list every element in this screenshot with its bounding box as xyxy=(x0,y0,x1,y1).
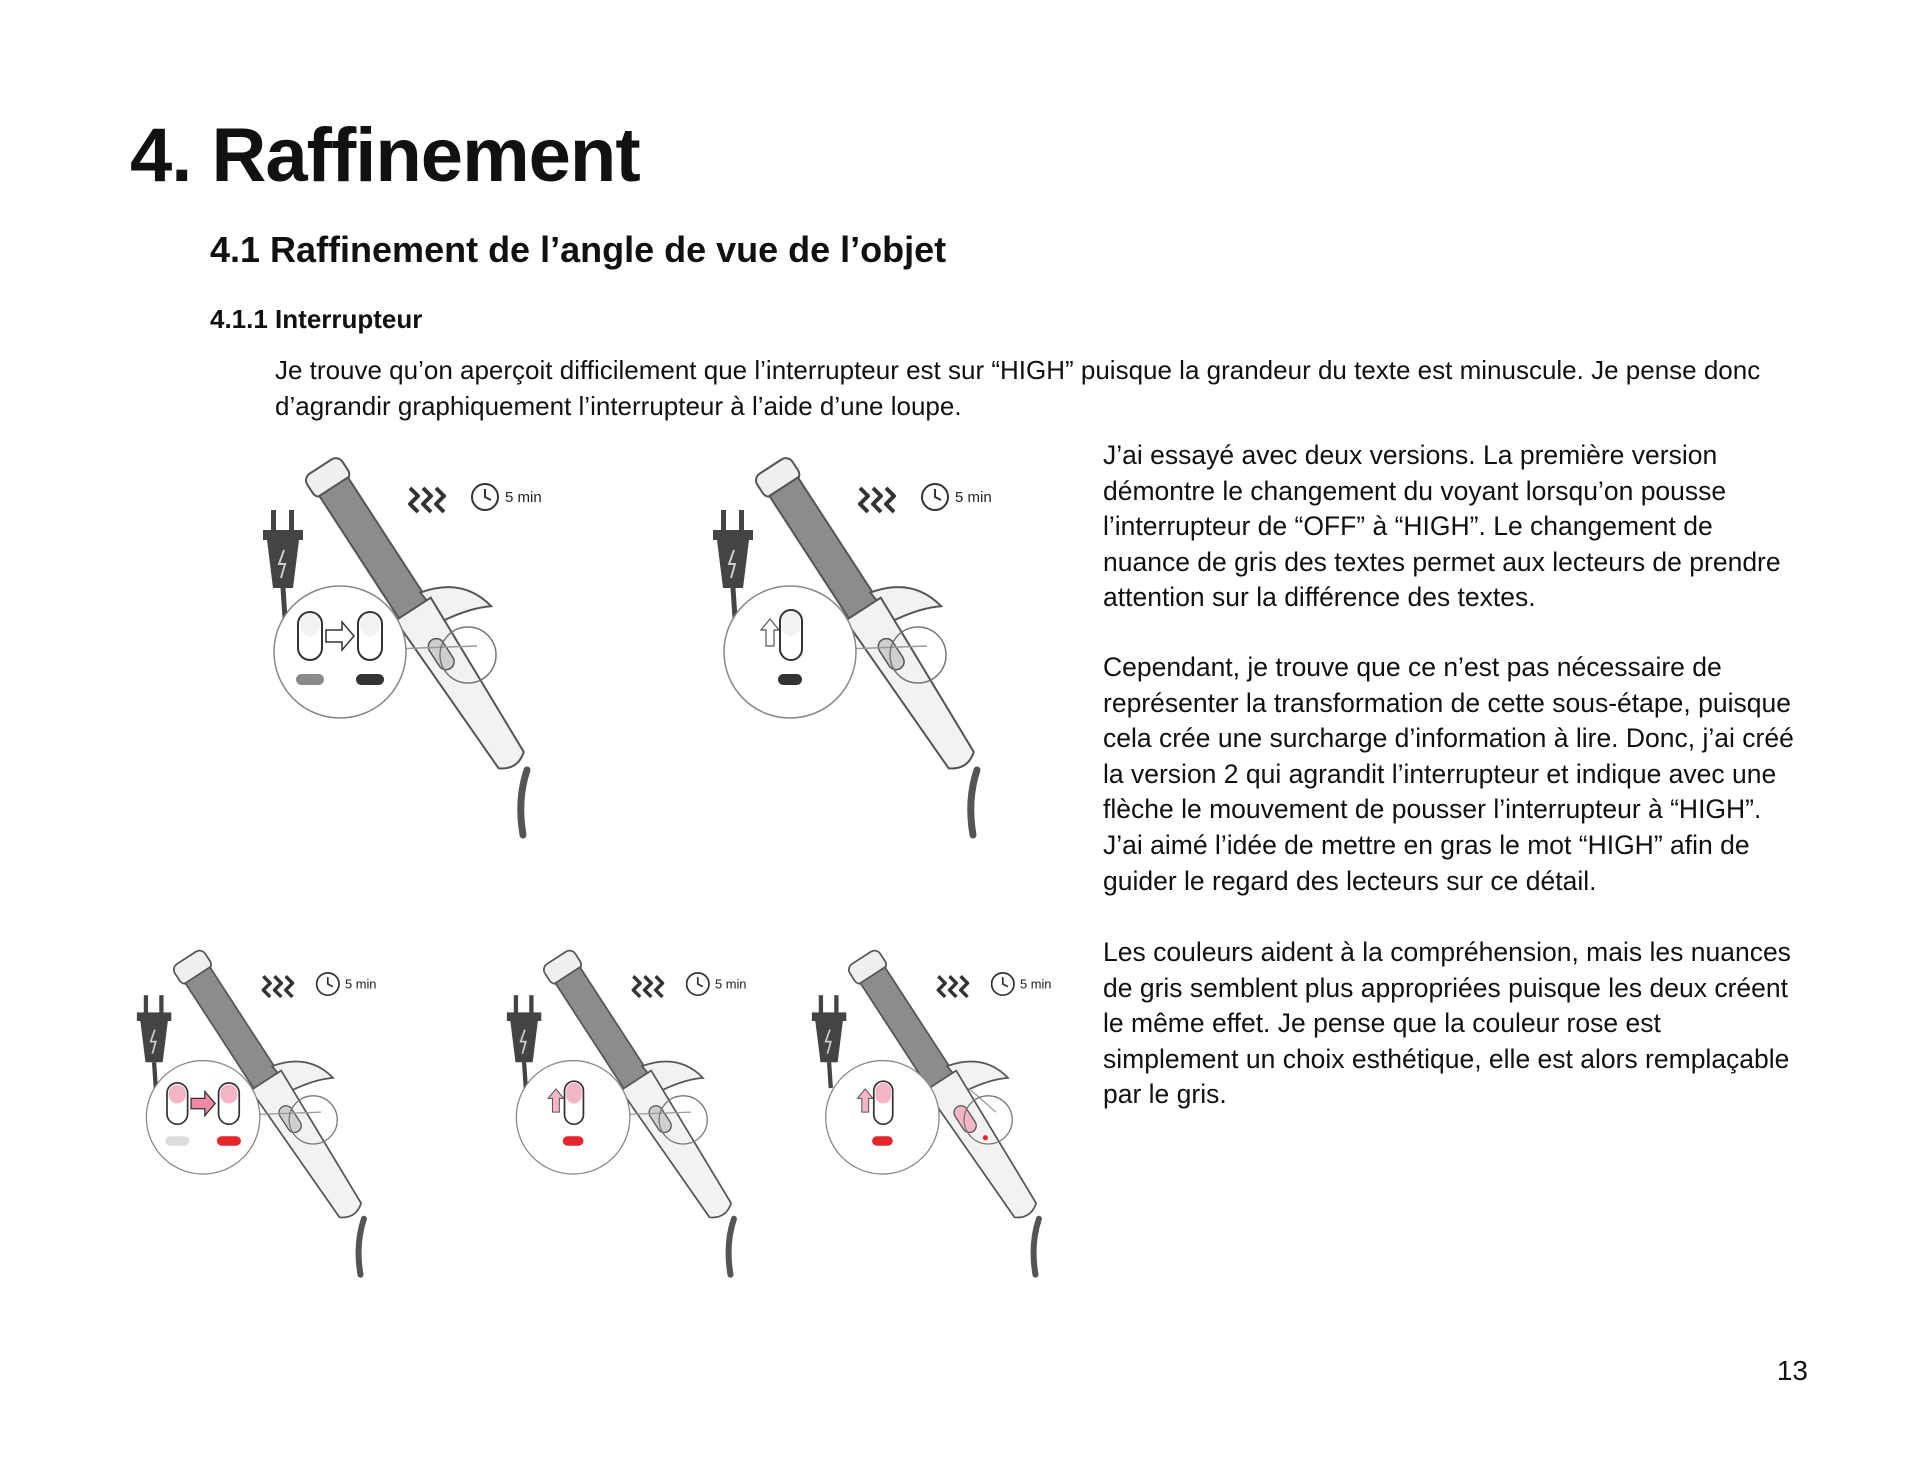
power-cord xyxy=(521,770,527,835)
indicator-on xyxy=(356,674,384,685)
heat-waves-icon xyxy=(410,488,444,512)
timer-label: 5 min xyxy=(714,976,747,992)
switch-magnifier xyxy=(826,1061,940,1175)
intro-paragraph: Je trouve qu’on aperçoit difficilement que l’interrupteur est sur “HIGH” puisque la grandeur du texte est minuscule. Je pense donc d’agrandir graphiquement l’interrupteur à l’aide d’une loupe. xyxy=(275,355,1761,421)
timer-clock-icon xyxy=(472,484,498,510)
curling-iron-figure-v2-gray xyxy=(705,440,1035,860)
switch-magnifier xyxy=(516,1061,630,1175)
heat-waves-icon xyxy=(263,976,292,997)
power-cord xyxy=(971,770,977,835)
curling-iron-figure-v1-pink xyxy=(130,935,414,1296)
timer-clock-icon xyxy=(922,484,948,510)
heat-waves-icon xyxy=(938,976,967,997)
page-number: 13 xyxy=(1776,1355,1808,1386)
curling-iron-figure-v3-pink xyxy=(805,935,1089,1296)
switch-magnifier xyxy=(146,1061,260,1175)
paragraph-version-2: Cependant, je trouve que ce n’est pas nécessaire de représenter la transformation de cette sous-étape, puisque cela crée une surcharge d’information à lire. Donc, j’ai créé la version 2 qui agrandit l’interrupteur et indique avec une flèche le mouvement de pousser l’interrupteur à “HIGH”. J’ai aimé l’idée de mettre en gras le mot “HIGH” afin de guider le regard des lecteurs sur ce détail. xyxy=(1103,652,1794,896)
timer-label: 5 min xyxy=(1019,976,1052,992)
power-plug-icon xyxy=(812,995,846,1088)
subsection-heading: 4.1.1 Interrupteur xyxy=(210,304,423,334)
timer-label: 5 min xyxy=(955,489,992,506)
indicator-off xyxy=(165,1136,189,1145)
timer-clock-icon xyxy=(687,973,709,995)
timer-clock-icon xyxy=(992,973,1014,995)
indicator-on xyxy=(217,1136,241,1145)
page-title: 4. Raffinement xyxy=(130,113,640,198)
indicator-on xyxy=(872,1136,893,1145)
indicator-on xyxy=(778,674,802,685)
timer-clock-icon xyxy=(317,973,339,995)
heat-waves-icon xyxy=(633,976,662,997)
section-heading: 4.1 Raffinement de l’angle de vue de l’objet xyxy=(210,229,947,270)
indicator-off xyxy=(296,674,324,685)
indicator-on xyxy=(563,1136,584,1145)
power-cord xyxy=(359,1219,364,1275)
power-cord xyxy=(1034,1219,1039,1275)
timer-label: 5 min xyxy=(505,489,542,506)
paragraph-versions: J’ai essayé avec deux versions. La première version démontre le changement du voyant lorsqu’on pousse l’interrupteur de “OFF” à “HIGH”. Le changement de nuance de gris des textes permet aux lecteurs de prendre attention sur la différence des textes. xyxy=(1103,440,1781,613)
switch-magnifier xyxy=(724,586,856,718)
paragraph-colors: Les couleurs aident à la compréhension, mais les nuances de gris semblent plus appropriées puisque les deux créent le même effet. Je pense que la couleur rose est simplement un choix esthétique, elle est alors remplaçable par le gris. xyxy=(1103,937,1791,1110)
power-cord xyxy=(729,1219,734,1275)
timer-label: 5 min xyxy=(344,976,377,992)
heat-waves-icon xyxy=(860,488,894,512)
switch-magnifier xyxy=(274,586,406,718)
curling-iron-figure-v2-pink xyxy=(500,935,784,1296)
curling-iron-figure-v1-gray xyxy=(255,440,585,860)
